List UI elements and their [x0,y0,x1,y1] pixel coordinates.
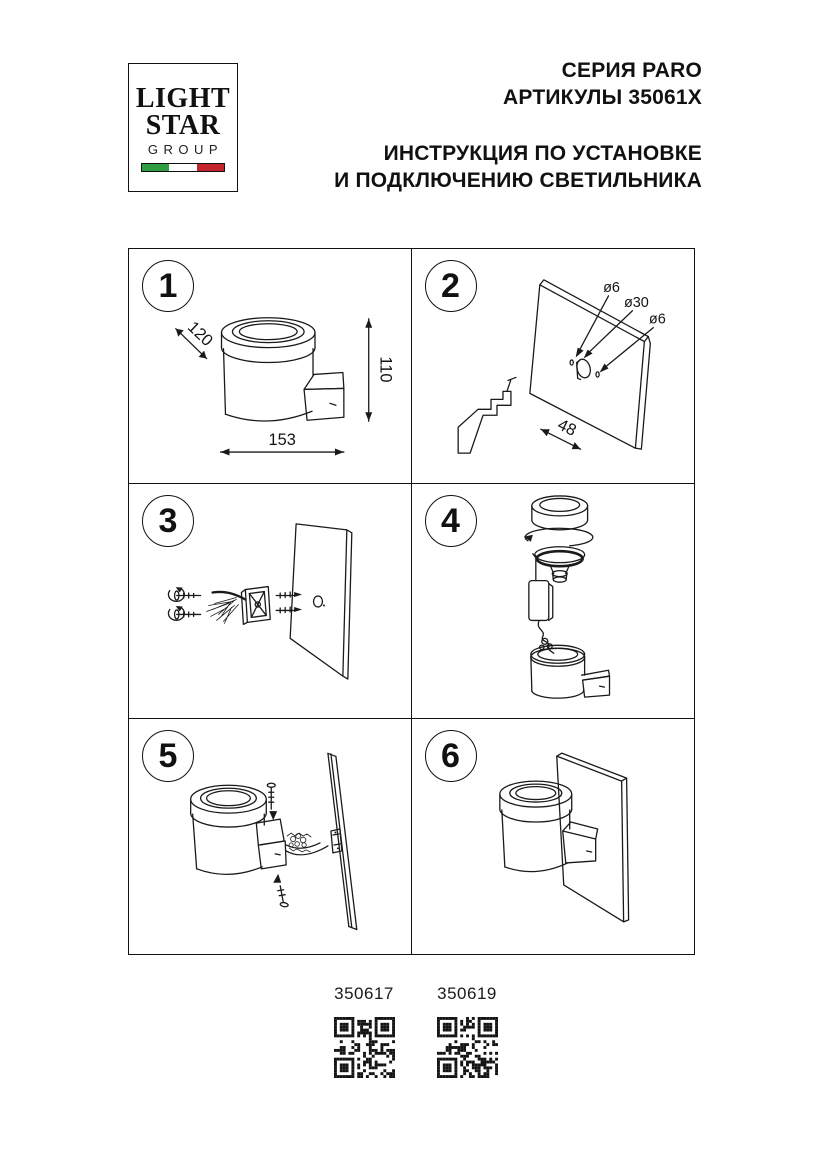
flag-green [142,164,169,171]
hole-small-right-label: ø6 [648,311,666,328]
dim-height-label: 110 [376,356,395,383]
step-panel-1 [129,249,412,484]
step-panel-4 [412,484,695,719]
product-code: 350617 [334,984,394,1003]
article-number: АРТИКУЛЫ 35061X [503,86,702,109]
lamp-outline [222,318,344,421]
flag-red [197,164,224,171]
drill-icon [458,377,516,453]
doc-title-line1: ИНСТРУКЦИЯ ПО УСТАНОВКЕ [383,142,702,165]
diffuser-and-socket [534,547,584,582]
wall-outline [290,524,352,679]
qr-code-350617 [334,1017,395,1078]
step-number-6: 6 [425,730,477,782]
hole-small-left-label: ø6 [602,279,620,296]
step-number-1: 1 [142,260,194,312]
wall-outline [556,753,628,922]
wall-hole [314,596,325,607]
step-number-4: 4 [425,495,477,547]
logo-group: GROUP [147,142,224,157]
step-panel-3 [129,484,412,719]
offset-label: 48 [554,415,579,440]
wall-anchors [276,592,302,613]
hole-large-label: ø30 [623,294,649,311]
doc-title-line2: И ПОДКЛЮЧЕНИЮ СВЕТИЛЬНИКА [334,169,702,192]
dim-depth-label: 120 [184,318,217,351]
qr-code-350619 [437,1017,498,1078]
top-ring [531,496,587,530]
step-number-3: 3 [142,495,194,547]
step1-dimension-drawing [129,249,411,483]
wires [207,592,246,623]
step3-mounting-drawing [129,484,411,718]
lightstar-logo [128,63,238,192]
product-350617 [309,984,419,1083]
driver-box-and-cable [528,554,553,654]
step-panel-2 [412,249,695,484]
italian-flag-icon [141,163,225,172]
step-number-5: 5 [142,730,194,782]
product-350619 [412,984,522,1083]
step6-installed-drawing [412,719,695,954]
header-text [334,57,702,194]
logo-star: STAR [145,110,221,141]
terminal-and-wires [286,833,328,855]
step-panel-5 [129,719,412,954]
mounting-plate [241,587,270,625]
step2-drilling-drawing [412,249,695,483]
logo-light: LIGHT [135,83,231,114]
dim-width-label: 153 [268,431,296,450]
lamp-body [530,645,609,698]
wall-edge [328,753,357,929]
flag-white [169,164,196,171]
rotation-arrow-icon [523,528,592,545]
step-panel-6 [412,719,695,954]
step5-wiring-drawing [129,719,411,954]
lamp-body [499,781,597,871]
step4-assembly-drawing [412,484,695,718]
screws-with-turn-arrows [168,587,200,620]
step-number-2: 2 [425,260,477,312]
steps-grid [128,248,695,955]
drill-holes [570,358,599,380]
product-code: 350619 [437,984,497,1003]
series-name: СЕРИЯ PARO [561,59,702,82]
